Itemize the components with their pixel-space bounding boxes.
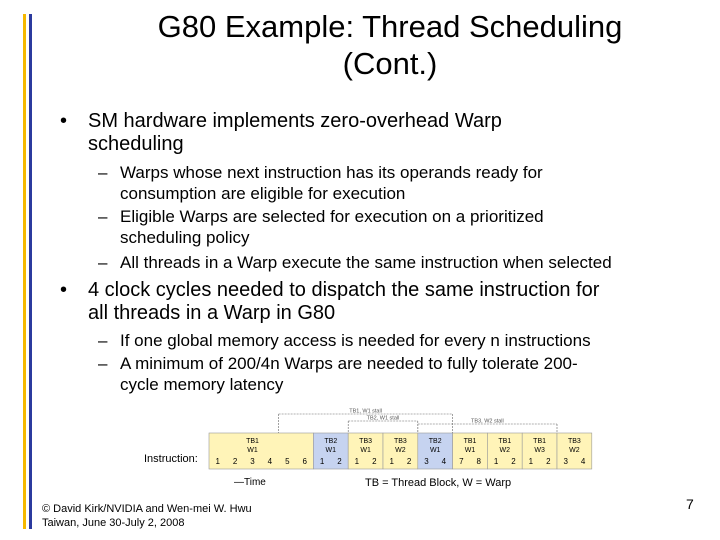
sub-bullet-text: consumption are eligible for execution bbox=[120, 184, 406, 203]
time-label bbox=[234, 477, 266, 488]
instruction-number: 2 bbox=[372, 457, 377, 466]
block-tb-label: TB3 bbox=[359, 438, 373, 445]
instruction-number: 2 bbox=[546, 457, 551, 466]
sub-bullet-text: scheduling policy bbox=[120, 228, 250, 247]
instruction-number: 8 bbox=[476, 457, 481, 466]
block-warp-label: W2 bbox=[395, 447, 406, 454]
block-warp-label: W1 bbox=[464, 447, 476, 454]
title-line-2: (Cont.) bbox=[342, 46, 438, 81]
instruction-number: 1 bbox=[528, 457, 534, 466]
footer-line-1: © David Kirk/NVIDIA and Wen-mei W. Hwu bbox=[42, 503, 252, 515]
sub-bullet-text: cycle memory latency bbox=[120, 375, 284, 394]
instruction-number: 1 bbox=[215, 457, 220, 466]
instruction-number: 1 bbox=[493, 457, 499, 466]
block-warp-label: W1 bbox=[429, 447, 441, 454]
block-warp-label: W1 bbox=[325, 447, 337, 454]
block-tb-label: TB1 bbox=[533, 438, 547, 445]
block-warp-label: W3 bbox=[534, 447, 545, 454]
warp-scheduling-diagram bbox=[140, 404, 620, 494]
instruction-number: 2 bbox=[337, 457, 342, 466]
bullet-1-line-1: SM hardware implements zero-overhead Warp bbox=[88, 110, 502, 132]
sub-bullet-text: All threads in a Warp execute the same instruction when selected bbox=[120, 253, 612, 272]
block-tb-label: TB3 bbox=[393, 438, 407, 445]
left-accent-bar-blue bbox=[29, 14, 32, 529]
stall-label: TB1, W1 stall bbox=[349, 408, 382, 415]
page-number: 7 bbox=[686, 496, 694, 512]
instruction-number: 3 bbox=[250, 457, 255, 466]
instruction-number: 4 bbox=[267, 457, 273, 466]
block-tb-label: TB2 bbox=[324, 438, 338, 445]
time-label-text: Time bbox=[244, 477, 266, 488]
stall-label: TB2, W1 stall bbox=[366, 415, 400, 422]
block-warp-label: W2 bbox=[499, 447, 511, 454]
instruction-number: 3 bbox=[563, 457, 568, 466]
instruction-number: 1 bbox=[354, 457, 360, 466]
stall-label: TB3, W2 stall bbox=[471, 418, 504, 425]
sub-bullet-text: Eligible Warps are selected for execution on a prioritized bbox=[120, 207, 544, 226]
dash-glyph: – bbox=[98, 253, 108, 272]
dash-glyph: – bbox=[98, 163, 108, 182]
diagram-legend: TB = Thread Block, W = Warp bbox=[365, 477, 512, 489]
instruction-number: 2 bbox=[511, 457, 516, 466]
instruction-number: 7 bbox=[459, 457, 464, 466]
instruction-label: Instruction: bbox=[144, 453, 198, 465]
slide-title bbox=[80, 8, 700, 82]
block-tb-label: TB1 bbox=[246, 438, 259, 445]
time-arrow-icon: — bbox=[234, 477, 244, 488]
bullet-2-line-1: 4 clock cycles needed to dispatch the same instruction for bbox=[88, 279, 600, 301]
schedule-block bbox=[209, 433, 313, 469]
block-tb-label: TB1 bbox=[498, 438, 512, 445]
instruction-number: 4 bbox=[580, 457, 586, 466]
sub-bullet-text: If one global memory access is needed for every n instructions bbox=[120, 331, 591, 350]
bullet-1-line-2: scheduling bbox=[88, 133, 184, 155]
bullet-2-line-2: all threads in a Warp in G80 bbox=[88, 302, 336, 324]
instruction-number: 3 bbox=[424, 457, 429, 466]
dash-glyph: – bbox=[98, 354, 108, 373]
block-tb-label: TB3 bbox=[567, 438, 581, 445]
dash-glyph: – bbox=[98, 331, 108, 350]
instruction-number: 5 bbox=[285, 457, 290, 466]
bullet-glyph: • bbox=[60, 110, 68, 132]
instruction-number: 1 bbox=[389, 457, 394, 466]
block-warp-label: W1 bbox=[247, 447, 258, 454]
instruction-number: 2 bbox=[406, 457, 412, 466]
sub-bullet-text: Warps whose next instruction has its operands ready for bbox=[120, 163, 543, 182]
left-accent-bar-yellow bbox=[23, 14, 26, 529]
instruction-number: 6 bbox=[302, 457, 307, 466]
block-tb-label: TB1 bbox=[463, 438, 477, 445]
instruction-number: 4 bbox=[441, 457, 447, 466]
footer-credit bbox=[42, 502, 252, 530]
instruction-number: 1 bbox=[319, 457, 325, 466]
block-warp-label: W1 bbox=[360, 447, 371, 454]
sub-bullet-text: A minimum of 200/4n Warps are needed to fully tolerate 200- bbox=[120, 354, 578, 373]
block-warp-label: W2 bbox=[569, 447, 580, 454]
dash-glyph: – bbox=[98, 207, 108, 226]
bullet-glyph: • bbox=[60, 279, 68, 301]
instruction-number: 2 bbox=[232, 457, 238, 466]
footer-line-2: Taiwan, June 30-July 2, 2008 bbox=[42, 517, 185, 529]
block-tb-label: TB2 bbox=[428, 438, 442, 445]
title-line-1: G80 Example: Thread Scheduling bbox=[157, 9, 623, 44]
